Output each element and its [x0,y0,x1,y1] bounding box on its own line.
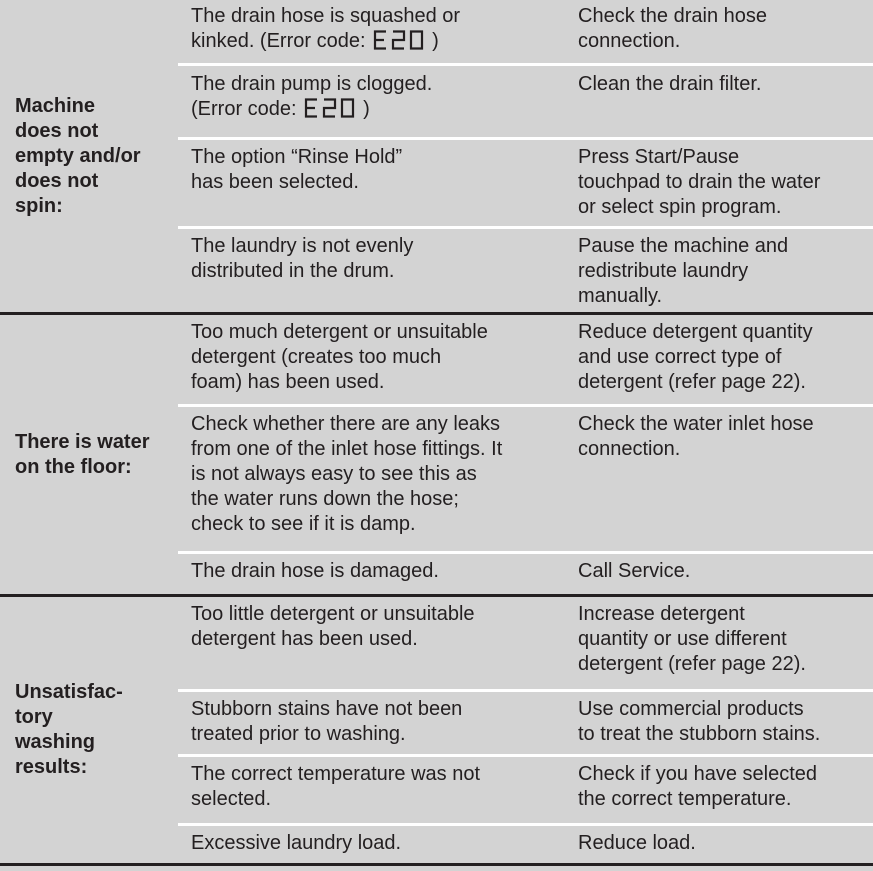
table-row [178,315,873,403]
remedy-cell: Reduce load. [578,832,696,854]
error-code-display [373,30,430,50]
cause-cell: The correct temperature was not selected. [191,763,481,810]
remedy-cell: Increase detergent quantity or use different detergent (refer page 22). [578,603,806,675]
cause-text: The drain hose is squashed or kinked. (Error code: [191,5,461,52]
table-row [178,229,873,312]
seven-segment-e20-icon [373,30,430,50]
cause-cell: Check whether there are any leaks from one of the inlet hose fittings. It is not always easy to see this as the water runs down the hose; check to see if it is damp. [191,413,503,535]
problem-label: Unsatisfac- tory washing results: [15,681,123,778]
cause-cell: The laundry is not evenly distributed in the drum. [191,235,414,282]
table-row [178,826,873,863]
cause-cell: The drain hose is damaged. [191,560,439,582]
table-row [178,407,873,550]
table-row [178,597,873,688]
table-row [178,0,873,64]
remedy-cell: Check the water inlet hose connection. [578,413,814,460]
remedy-cell: Clean the drain filter. [578,73,762,95]
remedy-cell: Use commercial products to treat the stubborn stains. [578,698,821,745]
cause-cell: Stubborn stains have not been treated prior to washing. [191,698,463,745]
cause-text-end: ) [432,30,439,52]
remedy-cell: Press Start/Pause touchpad to drain the water or select spin program. [578,146,821,218]
remedy-cell: Reduce detergent quantity and use correct type of detergent (refer page 22). [578,321,813,393]
cause-text-end: ) [363,98,370,120]
problem-group-water-on-floor [0,315,873,594]
error-code-display [304,98,361,118]
section-rule [0,863,873,866]
cause-cell: The option “Rinse Hold” has been selected. [191,146,403,193]
cause-cell: Too much detergent or unsuitable detergent (creates too much foam) has been used. [191,321,488,393]
table-row [178,692,873,753]
remedy-cell: Call Service. [578,560,691,582]
problem-label: Machine does not empty and/or does not spin: [15,94,141,217]
cause-cell [191,72,561,122]
table-row [178,140,873,225]
table-row [178,757,873,822]
cause-cell: Too little detergent or unsuitable detergent has been used. [191,603,475,650]
remedy-cell: Check if you have selected the correct temperature. [578,763,818,810]
remedy-cell: Pause the machine and redistribute laundry manually. [578,235,789,307]
remedy-cell: Check the drain hose connection. [578,5,768,52]
problem-label: There is water on the floor: [15,430,150,478]
problem-group-unsatisfactory-results [0,597,873,863]
table-row [178,554,873,594]
table-row [178,66,873,138]
cause-text: The drain pump is clogged. (Error code: [191,73,433,120]
problem-group-machine-does-not-empty [0,0,873,312]
seven-segment-e20-icon [304,98,361,118]
cause-cell: Excessive laundry load. [191,832,402,854]
cause-cell [191,4,561,54]
